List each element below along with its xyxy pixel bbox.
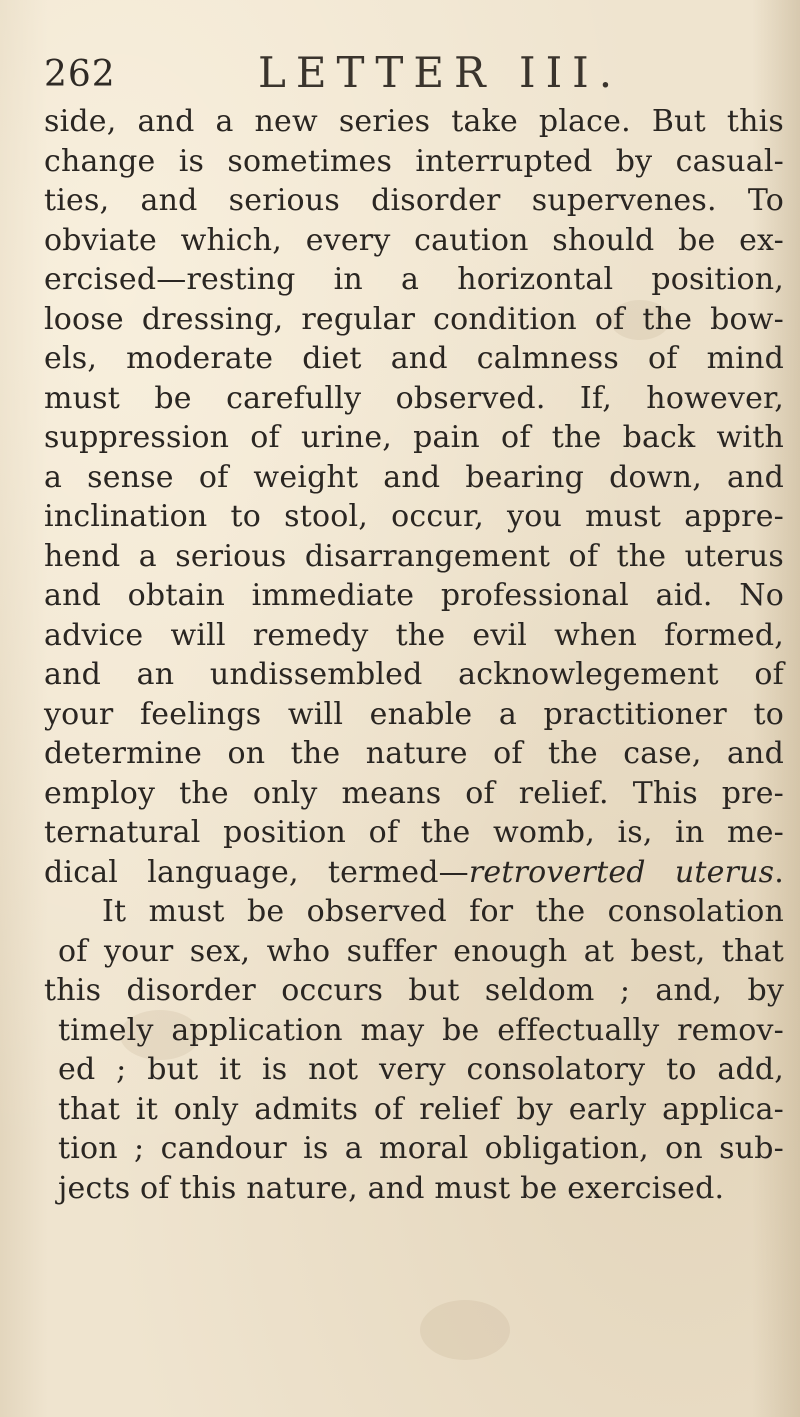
text-line: of your sex, who suffer enough at best, that [58, 933, 784, 969]
chapter-title: LETTER III. [258, 48, 623, 97]
text-line: change is sometimes interrupted by casual- [44, 143, 784, 179]
text-line: loose dressing, regular condition of the bow- [44, 301, 784, 337]
text-line: obviate which, every caution should be ex- [44, 222, 784, 258]
paper-stain [420, 1300, 510, 1360]
page-number: 262 [44, 54, 116, 95]
body-text [44, 102, 784, 1208]
text-line: ed ; but it is not very consolatory to add, [58, 1052, 784, 1087]
text-line: and obtain immediate professional aid. No [44, 578, 784, 613]
text-line: this disorder occurs but seldom ; and, by [44, 973, 784, 1008]
text-line: jects of this nature, and must be exercised. [58, 1170, 725, 1206]
text-line: els, moderate diet and calmness of mind [44, 341, 784, 376]
text-line: hend a serious disarrangement of the uterus [44, 538, 784, 574]
paragraph-start-line: It must be observed for the consolation [102, 894, 784, 929]
text-line: ercised—resting in a horizontal position, [44, 262, 784, 297]
text-line: tion ; candour is a moral obligation, on sub- [58, 1131, 784, 1166]
text-line: inclination to stool, occur, you must appre- [44, 499, 784, 534]
running-head [44, 48, 764, 98]
text-line: a sense of weight and bearing down, and [44, 459, 784, 495]
text-line: ties, and serious disorder supervenes. To [44, 183, 784, 218]
text-line: and an undissembled acknowlegement of [44, 657, 784, 692]
text-line: side, and a new series take place. But this [44, 104, 784, 139]
text-line: ternatural position of the womb, is, in me- [44, 815, 784, 850]
text-line: dical language, termed—retroverted uterus. [44, 854, 784, 890]
text-line: employ the only means of relief. This pre- [44, 775, 784, 811]
text-line: determine on the nature of the case, and [44, 736, 784, 771]
text-line: your feelings will enable a practitioner to [44, 696, 784, 732]
text-line: advice will remedy the evil when formed, [44, 617, 784, 653]
text-line: timely application may be effectually remov- [58, 1012, 784, 1048]
text-line: must be carefully observed. If, however, [44, 380, 784, 416]
text-line: suppression of urine, pain of the back with [44, 420, 784, 455]
text-line: that it only admits of relief by early applica- [58, 1091, 784, 1127]
